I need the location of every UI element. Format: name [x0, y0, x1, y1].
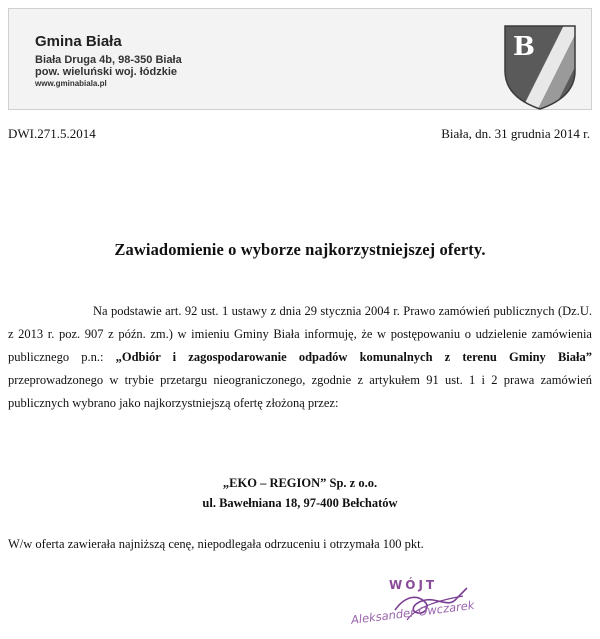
- procurement-name: „Odbiór i zagospodarowanie odpadów komunalnych z terenu Gminy Biała”: [115, 350, 592, 364]
- reference-number: DWI.271.5.2014: [8, 126, 96, 141]
- org-name: Gmina Biała: [35, 33, 122, 50]
- place-and-date: Biała, dn. 31 grudnia 2014 r.: [441, 126, 590, 141]
- signatory-title: WÓJT: [389, 578, 438, 592]
- contractor-name: „EKO – REGION” Sp. z o.o.: [222, 476, 378, 490]
- org-county: pow. wieluński woj. łódzkie: [35, 66, 178, 78]
- selected-contractor: [0, 473, 600, 513]
- closing-statement: W/w oferta zawierała najniższą cenę, niepodlegała odrzuceniu i otrzymała 100 pkt.: [8, 537, 424, 551]
- notice-body: [8, 300, 592, 415]
- letterhead-text: [35, 33, 182, 90]
- contractor-address: ul. Bawełniana 18, 97-400 Bełchatów: [202, 496, 398, 510]
- org-address: Biała Druga 4b, 98-350 Biała: [35, 54, 182, 66]
- org-website: www.gminabiala.pl: [35, 79, 107, 88]
- document-title: Zawiadomienie o wyborze najkorzystniejszej oferty.: [114, 240, 486, 259]
- letterhead: [8, 8, 592, 110]
- signature-block: [345, 576, 505, 636]
- body-part-2: przeprowadzonego w trybie przetargu nieograniczonego, zgodnie z artykułem 91 ust. 1 i 2 prawa zamówień publicznych wybrano jako najkorzystniejszą ofertę złożoną przez:: [8, 373, 592, 410]
- coat-of-arms-icon: [501, 23, 579, 111]
- body-part-1: Na podstawie art. 92 ust. 1 ustawy z dnia 29 stycznia 2004 r. Prawo zamówień publicznych (Dz.U. z 2013 r. poz. 907 z późn. zm.) w imieniu Gminy Biała informuję, że w postępowaniu o udzielenie zamówienia publicznego p.n.:: [8, 304, 592, 364]
- signatory-name: Aleksander Owczarek: [350, 597, 476, 627]
- crest-letter: B: [513, 32, 535, 62]
